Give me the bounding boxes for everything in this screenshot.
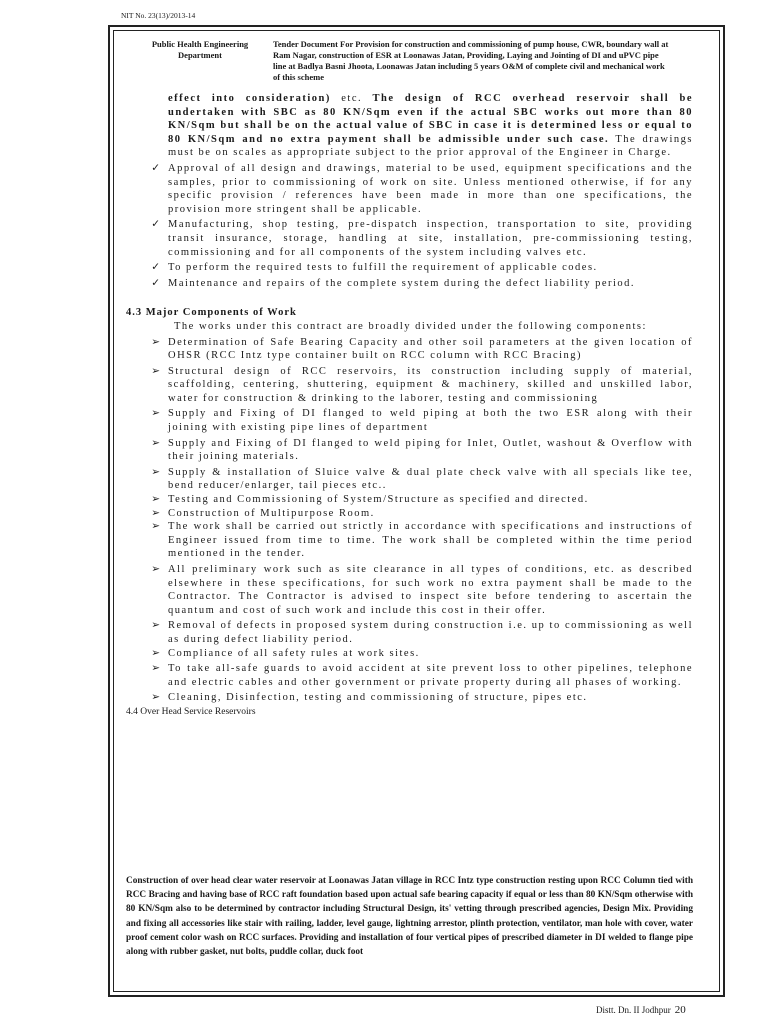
design-text-bold: The design of RCC overhead reservoir shall be undertaken with SBC as 80 KN/Sqm even if the actual SBC works out more than 80 KN/Sqm but shall be on the actual value of SBC in case it is determined less or equal to 80 KN/Sqm and no extra payment shall be admissible under such case. xyxy=(168,93,693,145)
checklist-item xyxy=(126,261,693,275)
list-item-text: Cleaning, Disinfection, testing and commissioning of structure, pipes etc. xyxy=(168,692,588,704)
list-item xyxy=(126,493,693,507)
arrow-bullet-icon: ➢ xyxy=(151,494,160,506)
section-intro: The works under this contract are broadly divided under the following components: xyxy=(174,320,647,332)
list-item-text: Removal of defects in proposed system during construction i.e. up to commissioning as well as during defect liability period. xyxy=(168,620,693,645)
page-footer xyxy=(596,1004,686,1016)
tender-title-line: line at Badlya Basni Jhoota, Loonawas Jatan including 5 years O&M of complete civil and mechanical work xyxy=(273,61,665,71)
document-body xyxy=(126,92,693,720)
list-item xyxy=(126,437,693,464)
arrow-bullet-icon: ➢ xyxy=(151,521,160,533)
arrow-bullet-icon: ➢ xyxy=(151,647,160,659)
list-item xyxy=(126,507,693,521)
list-item xyxy=(126,520,693,561)
checklist-item xyxy=(126,162,693,216)
checkmark-icon: ✓ xyxy=(151,162,160,174)
list-item xyxy=(126,336,693,363)
list-item xyxy=(126,662,693,689)
list-item-text: Supply and Fixing of DI flanged to weld piping for Inlet, Outlet, washout & Overflow with their joining materials. xyxy=(168,437,693,463)
arrow-bullet-icon: ➢ xyxy=(151,365,160,377)
checkmark-icon: ✓ xyxy=(151,219,160,231)
list-item xyxy=(126,619,693,646)
tender-title-header xyxy=(273,39,719,83)
list-item xyxy=(126,647,693,661)
checklist-item-text: Manufacturing, shop testing, pre-dispatch inspection, transportation to site, providing transit insurance, storage, handling at site, installation, pre-commissioning testing, commissioning and for all components of the system including valves etc. xyxy=(168,219,693,258)
arrow-bullet-icon: ➢ xyxy=(151,692,160,704)
design-text: The drawings must be on scales as appropriate subject to the prior approval of the Engineer in Charge. xyxy=(168,133,693,159)
list-item-text: Testing and Commissioning of System/Structure as specified and directed. xyxy=(168,494,589,506)
checklist-item xyxy=(126,218,693,259)
design-text: etc. xyxy=(330,93,373,104)
tender-title-line: Tender Document For Provision for construction and commissioning of pump house, CWR, boundary wall at xyxy=(273,39,669,49)
list-item xyxy=(126,691,693,705)
list-item-text: The work shall be carried out strictly in accordance with specifications and instructions of Engineer issued from time to time. The work shall be completed within the time period mentioned in the tender. xyxy=(168,521,693,560)
subsection-title: 4.4 Over Head Service Reservoirs xyxy=(126,706,256,717)
department-line-1: Public Health Engineering xyxy=(151,39,249,49)
checklist-item xyxy=(126,277,693,291)
list-item xyxy=(126,563,693,617)
list-item-text: All preliminary work such as site clearance in all types of conditions, etc. as described elsewhere in these specifications, for such work no extra payment shall be made to the Contractor. The Contractor is advised to inspect site before tendering to ascertain the quantum and cost of such work and include this cost in their offer. xyxy=(168,564,693,616)
department-line-2: Department xyxy=(178,50,222,60)
arrow-bullet-icon: ➢ xyxy=(151,620,160,632)
list-item-text: Supply and Fixing of DI flanged to weld piping at both the two ESR along with their joining with existing pipe lines of department xyxy=(168,408,693,434)
page-number: 20 xyxy=(674,1004,686,1016)
list-item xyxy=(126,466,693,493)
design-text-bold: effect into consideration) xyxy=(168,93,331,104)
section-title: 4.3 Major Components of Work xyxy=(126,307,297,319)
list-item-text: Supply & installation of Sluice valve & dual plate check valve with all specials like tee, bend reducer/enlarger, tail pieces etc.. xyxy=(168,466,693,492)
list-item-text: To take all-safe guards to avoid accident at site prevent loss to other pipelines, telephone and electric cables and other government or private property during all phases of working. xyxy=(168,663,693,688)
design-paragraph xyxy=(126,92,693,160)
list-item-text: Structural design of RCC reservoirs, its construction including supply of material, scaffolding, centering, shuttering, equipment & machinery, skilled and unskilled labor, water for construction & drinking to the laborer, testing and commissioning xyxy=(168,365,693,404)
footer-office: Distt. Dn. II Jodhpur xyxy=(596,1005,671,1015)
tender-title-line: Ram Nagar, construction of ESR at Loonawas Jatan, Providing, Laying and Jointing of DI and uPVC pipe xyxy=(273,50,659,60)
arrow-bullet-icon: ➢ xyxy=(151,408,160,420)
arrow-bullet-icon: ➢ xyxy=(151,466,160,478)
list-item-text: Construction of Multipurpose Room. xyxy=(168,507,375,519)
checkmark-icon: ✓ xyxy=(151,262,160,274)
checklist-item-text: Approval of all design and drawings, material to be used, equipment specifications and the samples, prior to commissioning of work on site. Unless mentioned otherwise, if for any specific provision / references have been made in more than one specifications, the provision more stringent shall be applicable. xyxy=(168,162,693,215)
department-header xyxy=(130,39,270,61)
arrow-bullet-icon: ➢ xyxy=(151,564,160,575)
checklist xyxy=(126,162,693,290)
list-item xyxy=(126,407,693,434)
list-item-text: Determination of Safe Bearing Capacity and other soil parameters at the given location of OHSR (RCC Intz type container built on RCC column with RCC Bracing) xyxy=(168,336,693,362)
reservoir-paragraph: Construction of over head clear water reservoir at Loonawas Jatan village in RCC Intz type construction resting upon RCC Column tied with RCC Bracing and having base of RCC raft foundation based upon actual safe bearing capacity if equal or less than 80 KN/Sqm otherwise with 80 KN/Sqm also to be determined by contractor including Structural Design, its' vetting through prescribed agencies, Design Mix. Providing and fixing all accessories like stair with railing, ladder, level gauge, lightning arrestor, plinth protection, ventilator, man hole with cover, water proof cement color wash on RCC surfaces. Providing and installation of four vertical pipes of prescribed diameter in DI welded to flange pipe along with rubber gasket, nut bolts, puddle collar, duck foot xyxy=(126,876,693,958)
component-list xyxy=(126,336,693,705)
arrow-bullet-icon: ➢ xyxy=(151,507,160,519)
tender-title-line: of this scheme xyxy=(273,72,324,82)
checklist-item-text: To perform the required tests to fulfill the requirement of applicable codes. xyxy=(168,262,598,274)
arrow-bullet-icon: ➢ xyxy=(151,336,160,348)
checkmark-icon: ✓ xyxy=(151,277,160,289)
nit-number: NIT No. 23(13)/2013-14 xyxy=(121,11,196,20)
arrow-bullet-icon: ➢ xyxy=(151,663,160,675)
list-item xyxy=(126,365,693,406)
checklist-item-text: Maintenance and repairs of the complete system during the defect liability period. xyxy=(168,277,636,289)
list-item-text: Compliance of all safety rules at work sites. xyxy=(168,647,420,659)
arrow-bullet-icon: ➢ xyxy=(151,437,160,449)
